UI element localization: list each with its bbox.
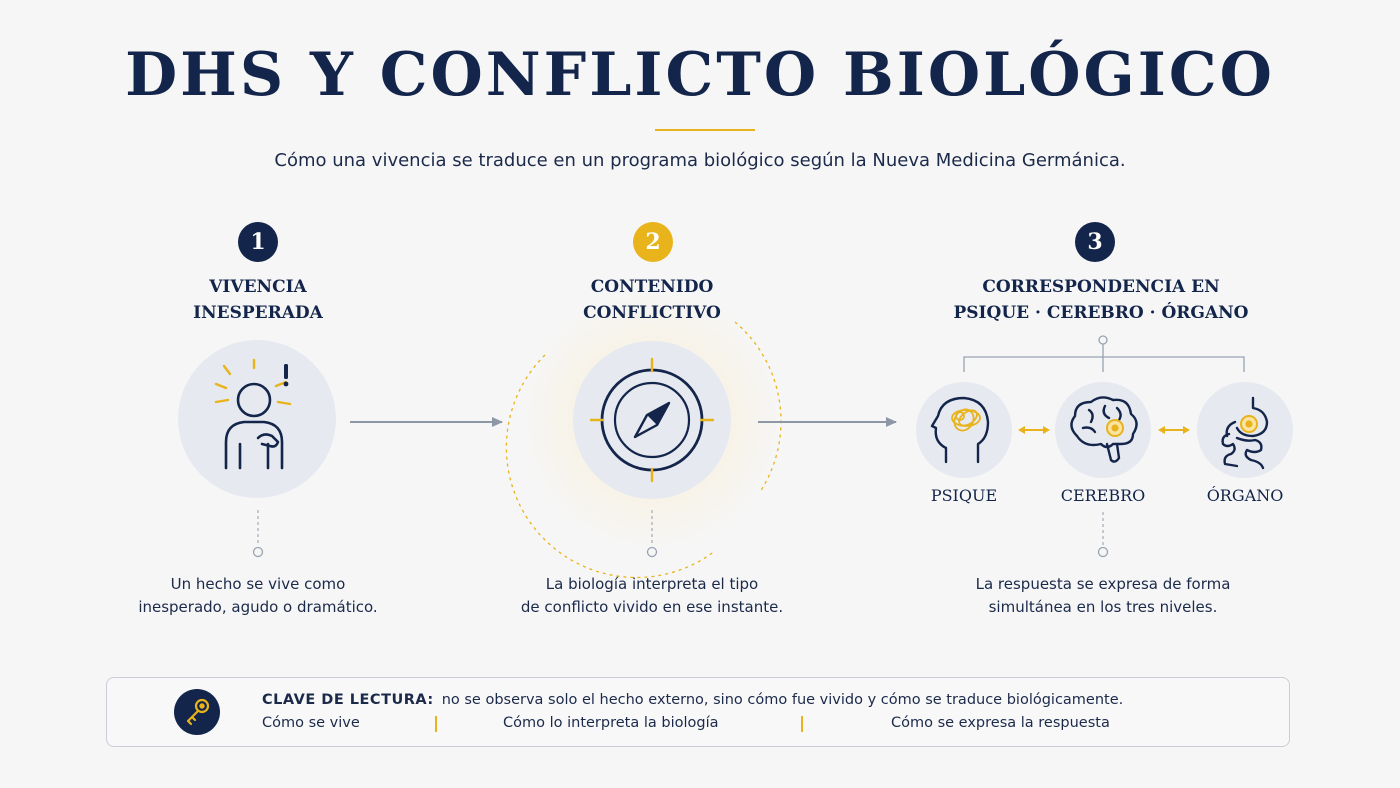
step-3-badge: 3 bbox=[1075, 222, 1115, 262]
compass-icon bbox=[573, 341, 731, 499]
person-surprise-icon bbox=[178, 340, 336, 498]
brain-icon bbox=[1055, 382, 1151, 478]
stem-2-dot bbox=[648, 548, 657, 557]
step-2-caption bbox=[502, 573, 802, 619]
level-organo-circle bbox=[1197, 382, 1293, 478]
step-1-caption-line1: Un hecho se vive como bbox=[170, 575, 346, 593]
step-2-badge: 2 bbox=[633, 222, 673, 262]
key-badge bbox=[174, 689, 220, 735]
step-2-circle bbox=[573, 341, 731, 499]
key-item-vive: Cómo se vive bbox=[262, 715, 360, 731]
step-1-caption-line2: inesperado, agudo o dramático. bbox=[138, 598, 378, 616]
step-2-title bbox=[532, 274, 772, 326]
level-organo-label: ÓRGANO bbox=[1206, 486, 1284, 505]
step-3-caption-line2: simultánea en los tres niveles. bbox=[988, 598, 1218, 616]
key-icon bbox=[174, 689, 220, 735]
key-separator-2 bbox=[801, 716, 803, 732]
step-1-title-line1: VIVENCIA bbox=[209, 277, 307, 297]
key-item-expresa: Cómo se expresa la respuesta bbox=[891, 715, 1110, 731]
psyche-head-icon bbox=[916, 382, 1012, 478]
key-statement bbox=[262, 692, 1123, 708]
step-3-title bbox=[935, 274, 1267, 326]
step-2-title-line2: CONFLICTIVO bbox=[583, 303, 721, 323]
level-bracket bbox=[964, 344, 1244, 372]
double-arrow-psique-cerebro bbox=[1018, 426, 1050, 434]
step-1-circle bbox=[178, 340, 336, 498]
stem-3-dot bbox=[1099, 548, 1108, 557]
reading-key-box bbox=[106, 677, 1290, 747]
double-arrow-cerebro-organo bbox=[1158, 426, 1190, 434]
level-cerebro-label: CEREBRO bbox=[1060, 486, 1146, 505]
organ-icon bbox=[1197, 382, 1293, 478]
level-psique-label: PSIQUE bbox=[930, 486, 998, 505]
level-psique-circle bbox=[916, 382, 1012, 478]
step-3-caption bbox=[943, 573, 1263, 619]
stem-1-dot bbox=[254, 548, 263, 557]
key-item-interpreta: Cómo lo interpreta la biología bbox=[503, 715, 719, 731]
key-label: CLAVE DE LECTURA: bbox=[262, 692, 434, 708]
step-1-title-line2: INESPERADA bbox=[193, 303, 323, 323]
step-1-caption bbox=[118, 573, 398, 619]
key-text: no se observa solo el hecho externo, sino cómo fue vivido y cómo se traduce biológicamente. bbox=[441, 692, 1124, 708]
page-title: DHS Y CONFLICTO BIOLÓGICO bbox=[125, 40, 1275, 110]
bracket-top-dot bbox=[1099, 336, 1107, 344]
step-1-badge: 1 bbox=[238, 222, 278, 262]
level-cerebro-circle bbox=[1055, 382, 1151, 478]
step-2-caption-line2: de conflicto vivido en ese instante. bbox=[520, 598, 784, 616]
step-3-title-line1: CORRESPONDENCIA EN bbox=[982, 277, 1220, 297]
key-separator-1 bbox=[435, 716, 437, 732]
page-subtitle: Cómo una vivencia se traduce en un programa biológico según la Nueva Medicina Germánica. bbox=[274, 150, 1126, 171]
step-3-title-line2: PSIQUE · CEREBRO · ÓRGANO bbox=[953, 303, 1249, 323]
step-3-caption-line1: La respuesta se expresa de forma bbox=[975, 575, 1231, 593]
step-1-title bbox=[138, 274, 378, 326]
step-2-caption-line1: La biología interpreta el tipo bbox=[545, 575, 759, 593]
step-2-title-line1: CONTENIDO bbox=[590, 277, 714, 297]
